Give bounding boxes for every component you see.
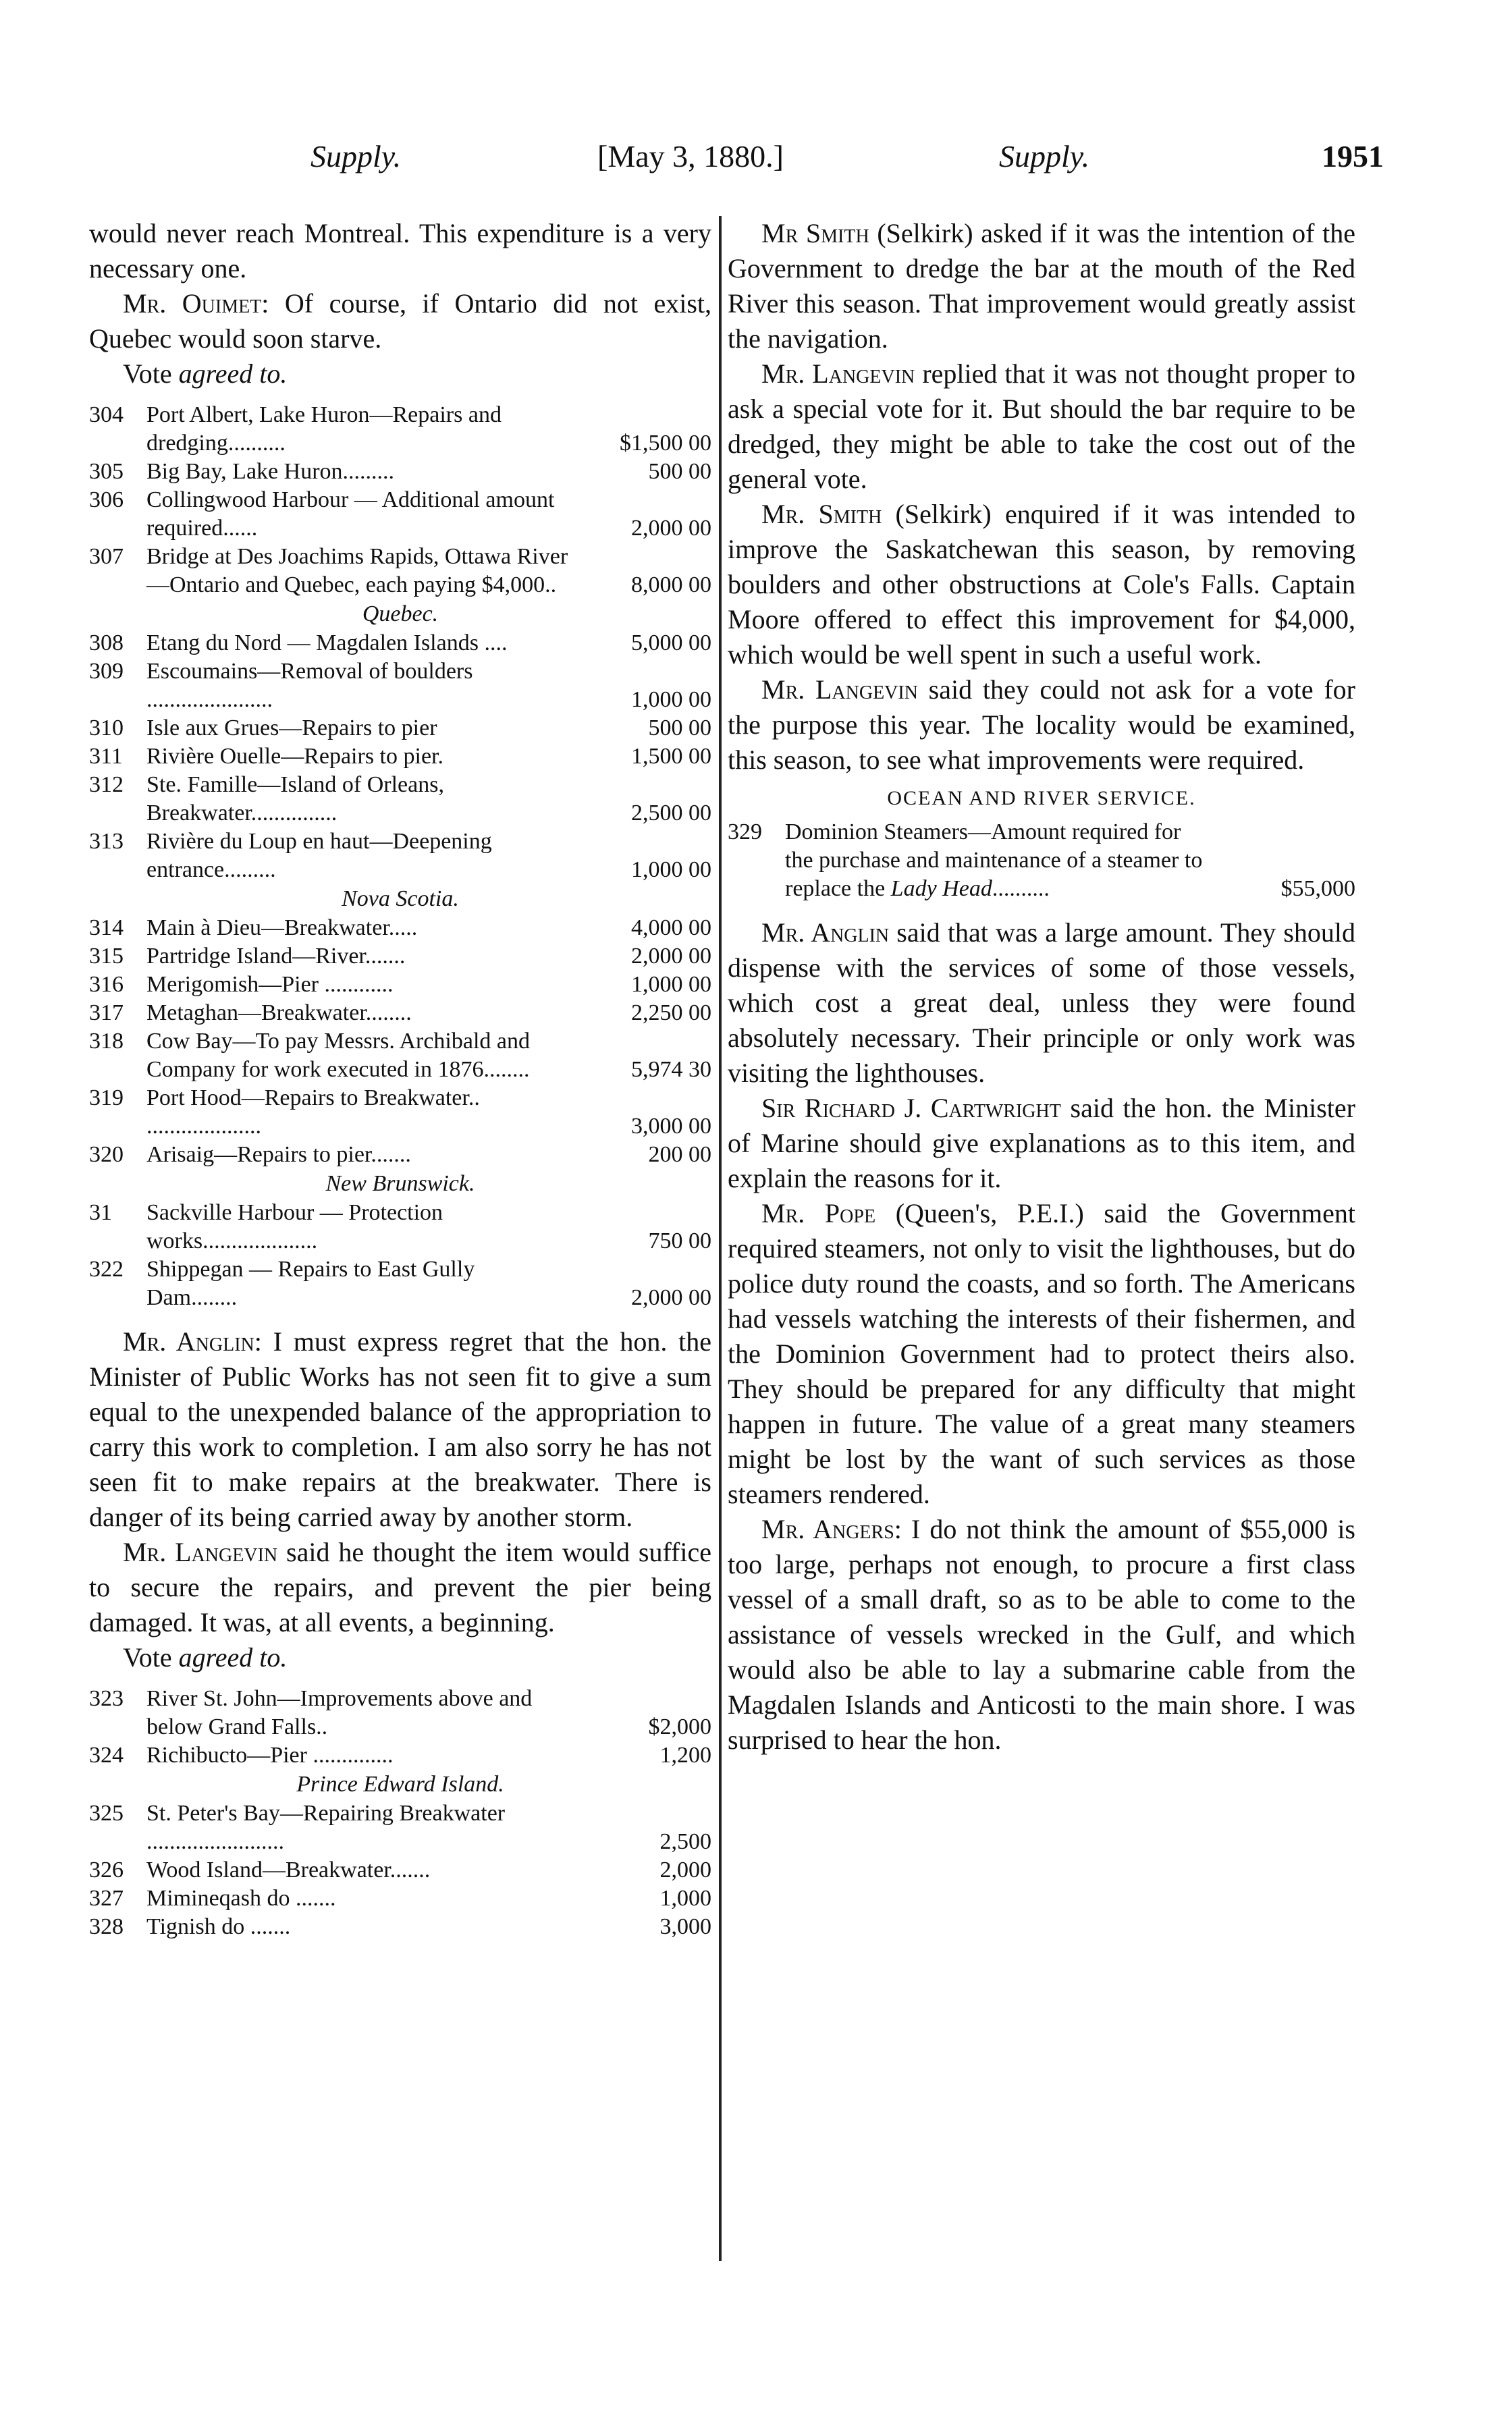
item-number: 311 xyxy=(89,744,123,769)
item-list xyxy=(89,1199,711,1312)
item-description: Etang du Nord — Magdalen Islands .... xyxy=(146,630,508,655)
item-description: Metaghan—Breakwater........ xyxy=(146,1000,412,1025)
supply-item xyxy=(89,971,711,999)
item-list xyxy=(89,401,711,599)
page-number: 1951 xyxy=(1322,139,1384,173)
item-number: 306 xyxy=(89,487,124,512)
speech-text: said the hon. the Minister of Marine should give explanations as to this item, and explain the reasons for it. xyxy=(728,1093,1355,1193)
header-right: Supply. xyxy=(999,139,1090,173)
item-amount: 5,000 00 xyxy=(631,630,711,655)
item-description: Rivière Ouelle—Repairs to pier. xyxy=(146,744,443,769)
supply-item xyxy=(89,1027,711,1084)
speaker-name: Mr Smith xyxy=(761,218,869,248)
right-column xyxy=(728,216,1355,1758)
vote-result: agreed to. xyxy=(178,1642,288,1673)
item-amount: 500 00 xyxy=(648,715,711,740)
speaker-name: Mr. Pope xyxy=(761,1198,876,1228)
item-amount: 2,500 xyxy=(659,1829,711,1854)
item-description: Partridge Island—River....... xyxy=(146,944,406,969)
supply-items xyxy=(89,401,711,1312)
speech-langevin xyxy=(89,1535,711,1640)
item-number: 312 xyxy=(89,772,124,797)
column-divider xyxy=(719,216,722,2261)
item-amount: 1,000 00 xyxy=(631,687,711,712)
item-description: Isle aux Grues—Repairs to pier xyxy=(146,715,437,740)
item-number: 328 xyxy=(89,1914,124,1939)
item-amount: 500 00 xyxy=(648,459,711,484)
supply-item xyxy=(89,458,711,486)
item-amount: 1,000 00 xyxy=(631,857,711,882)
item-amount: $1,500 00 xyxy=(620,431,711,456)
item-amount: 3,000 xyxy=(659,1914,711,1939)
item-description: Dominion Steamers—Amount required for the purchase and maintenance of a steamer to replace the xyxy=(785,819,1203,901)
item-amount: 2,000 00 xyxy=(631,516,711,541)
item-number: 317 xyxy=(89,1000,124,1025)
item-amount: 2,000 00 xyxy=(631,944,711,969)
supply-items xyxy=(728,818,1355,903)
item-list xyxy=(89,914,711,1169)
item-number: 319 xyxy=(89,1085,124,1110)
item-description: Cow Bay—To pay Messrs. Archibald and Company for work executed in 1876........ xyxy=(146,1029,530,1082)
supply-item xyxy=(89,657,711,714)
item-number: 309 xyxy=(89,659,124,684)
vote-label: Vote xyxy=(123,1642,179,1673)
item-list xyxy=(89,1685,711,1770)
vote-line xyxy=(123,356,711,391)
province-heading: Prince Edward Island. xyxy=(296,1772,504,1797)
item-list xyxy=(89,629,711,884)
supply-item xyxy=(728,818,1355,903)
item-description: St. Peter's Bay—Repairing Breakwater ........................ xyxy=(146,1801,506,1854)
supply-item xyxy=(89,1255,711,1312)
supply-item xyxy=(89,1741,711,1770)
supply-item xyxy=(89,714,711,742)
item-description: Merigomish—Pier ............ xyxy=(146,972,394,997)
item-amount: 2,250 00 xyxy=(631,1000,711,1025)
header-date: [May 3, 1880.] xyxy=(597,139,784,173)
province-heading: Quebec. xyxy=(362,601,439,626)
vote-line xyxy=(123,1640,711,1675)
item-amount: 200 00 xyxy=(648,1142,711,1167)
speech-ouimet xyxy=(89,286,711,356)
item-description: Sackville Harbour — Protection works.................... xyxy=(146,1200,443,1253)
supply-item xyxy=(89,401,711,458)
item-amount: 4,000 00 xyxy=(631,915,711,940)
speech-anglin xyxy=(89,1324,711,1535)
item-number: 307 xyxy=(89,544,124,569)
item-description: Collingwood Harbour — Additional amount required...... xyxy=(146,487,555,541)
speech-cartwright xyxy=(728,1091,1355,1196)
item-description: Mimineqash do ....... xyxy=(146,1886,336,1911)
supply-item xyxy=(89,1199,711,1255)
paragraph: would never reach Montreal. This expenditure is a very necessary one. xyxy=(89,218,711,283)
supply-item xyxy=(89,1799,711,1856)
item-description: Ste. Famille—Island of Orleans, Breakwater............... xyxy=(146,772,444,825)
speech-text: : I do not think the amount of $55,000 is too large, perhaps not enough, to procure a first class vessel of a small draft, so as to be able to come to the assistance of vessels wrecked in the Gulf, and which would also be able to lay a submarine cable from the Magdalen Islands and Anticosti to the main shore. I was surprised to hear the hon. xyxy=(728,1514,1355,1755)
speech-smith xyxy=(728,497,1355,672)
speech-pope xyxy=(728,1196,1355,1512)
item-description: Bridge at Des Joachims Rapids, Ottawa River—Ontario and Quebec, each paying $4,000.. xyxy=(146,544,568,597)
vote-label: Vote xyxy=(123,358,179,389)
item-number: 310 xyxy=(89,715,124,740)
item-amount: 3,000 00 xyxy=(631,1114,711,1139)
item-amount: 2,000 xyxy=(659,1858,711,1882)
item-amount: 8,000 00 xyxy=(631,572,711,597)
item-number: 318 xyxy=(89,1029,124,1054)
supply-item xyxy=(89,1141,711,1169)
vessel-name: Lady Head xyxy=(890,876,992,901)
supply-item xyxy=(89,629,711,657)
speech-text: said he thought the item would suffice to secure the repairs, and prevent the pier being damaged. It was, at all events, a beginning. xyxy=(89,1537,711,1637)
item-number: 325 xyxy=(89,1801,124,1826)
item-description: Shippegan — Repairs to East Gully Dam........ xyxy=(146,1257,475,1310)
item-description: Rivière du Loup en haut—Deepening entrance......... xyxy=(146,829,492,882)
item-number: 327 xyxy=(89,1886,124,1911)
speech-angers xyxy=(728,1512,1355,1758)
item-description: Big Bay, Lake Huron......... xyxy=(146,459,395,484)
item-amount: $2,000 xyxy=(648,1714,711,1739)
speech-smith xyxy=(728,216,1355,356)
item-number: 322 xyxy=(89,1257,124,1282)
item-number: 308 xyxy=(89,630,124,655)
item-description: River St. John—Improvements above and below Grand Falls.. xyxy=(146,1686,533,1739)
speech-text: said that was a large amount. They should dispense with the services of some of those vessels, which cost a great deal, unless they were found absolutely necessary. Their principle or only work was visiting the lighthouses. xyxy=(728,917,1355,1088)
item-number: 314 xyxy=(89,915,124,940)
supply-item xyxy=(89,1856,711,1885)
header-left: Supply. xyxy=(310,139,402,173)
speaker-name: Mr. Smith xyxy=(761,499,882,529)
item-number: 313 xyxy=(89,829,124,854)
item-number: 326 xyxy=(89,1858,124,1882)
supply-item xyxy=(89,543,711,599)
speaker-name: Mr. Angers xyxy=(761,1514,894,1544)
supply-items xyxy=(89,1685,711,1941)
speech-text: (Selkirk) enquired if it was intended to improve the Saskatchewan this season, by removing boulders and other obstructions at Cole's Falls. Captain Moore offered to effect this improvement for $4,000, which would be well spent in such a useful work. xyxy=(728,499,1355,670)
speech-anglin xyxy=(728,915,1355,1091)
speaker-name: Mr. Langevin xyxy=(761,358,915,389)
item-description: Tignish do ....... xyxy=(146,1914,291,1939)
item-number: 329 xyxy=(728,819,762,844)
item-amount: 2,000 00 xyxy=(631,1285,711,1310)
item-amount: $55,000 xyxy=(1280,876,1355,901)
speaker-name: Mr. Langevin xyxy=(761,674,918,705)
speech-text: said they could not ask for a vote for the purpose this year. The locality would be examined, this season, to see what improvements were required. xyxy=(728,674,1355,775)
vote-result: agreed to. xyxy=(178,358,288,389)
supply-item xyxy=(89,486,711,543)
item-number: 31 xyxy=(89,1200,112,1225)
item-number: 324 xyxy=(89,1743,124,1768)
speech-text: (Selkirk) asked if it was the intention of the Government to dredge the bar at the mouth of the Red River this season. That improvement would greatly assist the navigation. xyxy=(728,218,1355,354)
item-number: 323 xyxy=(89,1686,124,1711)
speaker-name: Mr. Langevin xyxy=(123,1537,278,1567)
province-heading: Nova Scotia. xyxy=(342,886,459,911)
item-amount: 5,974 30 xyxy=(631,1057,711,1082)
item-amount: 1,000 xyxy=(659,1886,711,1911)
supply-item xyxy=(89,1084,711,1141)
item-number: 316 xyxy=(89,972,124,997)
item-description: Richibucto—Pier .............. xyxy=(146,1743,394,1768)
supply-item xyxy=(89,742,711,771)
item-description: Arisaig—Repairs to pier....... xyxy=(146,1142,411,1167)
supply-item xyxy=(89,942,711,971)
item-list xyxy=(89,1799,711,1941)
supply-item xyxy=(89,1885,711,1913)
speaker-name: Mr. Ouimet xyxy=(123,288,262,319)
leader-dots: .......... xyxy=(992,876,1050,901)
supply-item xyxy=(89,914,711,942)
speech-langevin xyxy=(728,672,1355,778)
section-heading: OCEAN AND RIVER SERVICE. xyxy=(887,787,1196,809)
item-description: Port Albert, Lake Huron—Repairs and dredging.......... xyxy=(146,402,502,456)
item-description: Port Hood—Repairs to Breakwater.. .................... xyxy=(146,1085,480,1139)
item-amount: 750 00 xyxy=(648,1228,711,1253)
supply-item xyxy=(89,999,711,1027)
speech-text: (Queen's, P.E.I.) said the Government required steamers, not only to visit the lighthouses, but do police duty round the coasts, and so forth. The Americans had vessels watching the interests of their fishermen, and the Dominion Government had to protect theirs also. They should be prepared for any difficulty that might happen in future. The value of a great many steamers might be lost by the want of such services as those steamers rendered. xyxy=(728,1198,1355,1509)
item-amount: 2,500 00 xyxy=(631,801,711,825)
speech-langevin xyxy=(728,356,1355,497)
supply-item xyxy=(89,828,711,884)
item-number: 304 xyxy=(89,402,124,427)
speaker-name: Mr. Anglin xyxy=(761,917,890,948)
speaker-name: Mr. Anglin xyxy=(123,1326,254,1357)
running-header xyxy=(88,138,1384,186)
item-number: 315 xyxy=(89,944,124,969)
supply-item xyxy=(89,1913,711,1941)
supply-item xyxy=(89,771,711,828)
item-amount: 1,500 00 xyxy=(631,744,711,769)
item-description: Wood Island—Breakwater....... xyxy=(146,1858,431,1882)
supply-item xyxy=(89,1685,711,1741)
item-description: Main à Dieu—Breakwater..... xyxy=(146,915,418,940)
item-description: Escoumains—Removal of boulders ...................... xyxy=(146,659,473,712)
item-amount: 1,000 00 xyxy=(631,972,711,997)
speech-text: replied that it was not thought proper to ask a special vote for it. But should the bar require to be dredged, they might be able to take the cost out of the general vote. xyxy=(728,358,1355,494)
item-number: 305 xyxy=(89,459,124,484)
item-amount: 1,200 xyxy=(659,1743,711,1768)
speech-text: : I must express regret that the hon. the Minister of Public Works has not seen fit to give a sum equal to the unexpended balance of the appropriation to carry this work to completion. I am also sorry he has not seen fit to make repairs at the breakwater. There is danger of its being carried away by another storm. xyxy=(89,1326,712,1532)
speaker-name: Sir Richard J. Cartwright xyxy=(761,1093,1061,1123)
province-heading: New Brunswick. xyxy=(325,1171,475,1196)
left-column xyxy=(89,216,711,1953)
speech-text: : Of course, if Ontario did not exist, Quebec would soon starve. xyxy=(89,288,712,354)
item-number: 320 xyxy=(89,1142,124,1167)
